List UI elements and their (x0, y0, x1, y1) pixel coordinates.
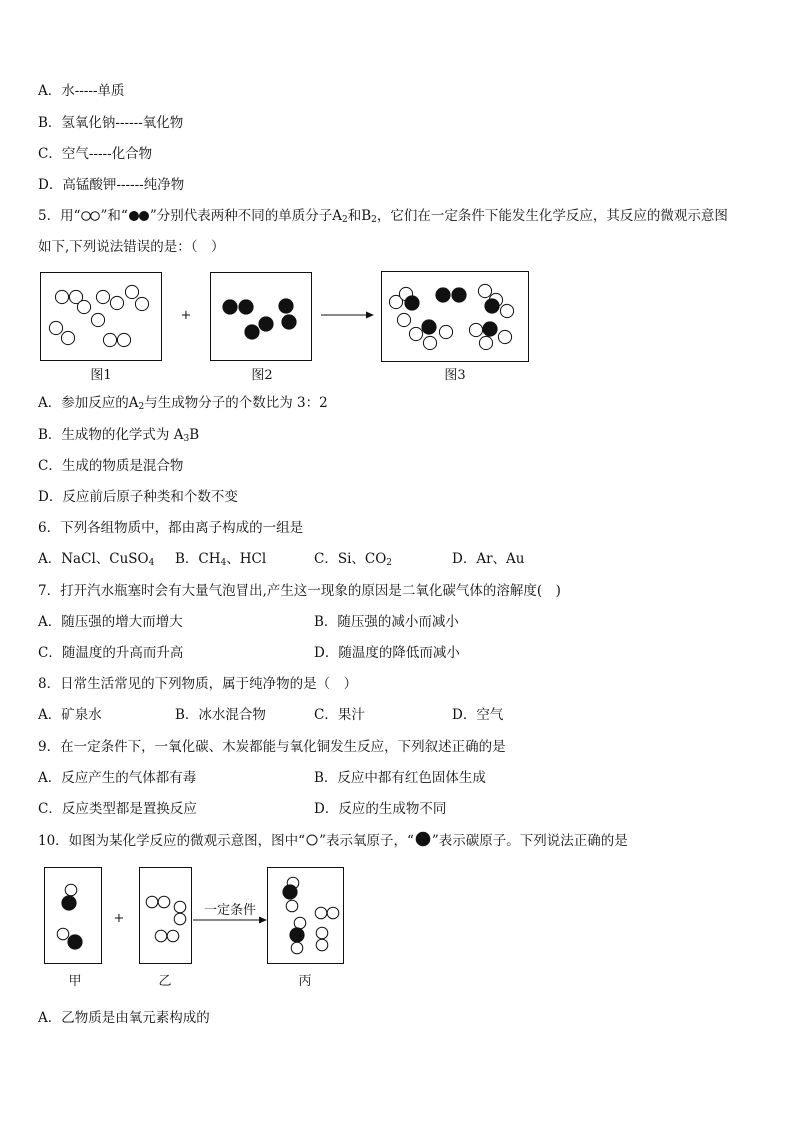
q6-option-c-pre: C．Si、CO (314, 551, 387, 567)
q4-option-b: B．氢氧化钠------氧化物 (38, 115, 184, 131)
q6-option-c (314, 550, 392, 572)
q5-box-2 (211, 273, 312, 361)
q5-box-3 (382, 272, 529, 362)
q6-option-d: D．Ar、Au (452, 551, 525, 567)
q10-stem-end: ”表示碳原子。下列说法正确的是 (431, 833, 628, 849)
q10-reaction-figure (0, 860, 794, 995)
q8-stem: 8．日常生活常见的下列物质，属于纯净物的是（ ） (38, 676, 358, 692)
q5-sub-a: 2 (341, 215, 348, 225)
q6-option-c-sub: 2 (386, 558, 393, 568)
q6-option-b-sub: 4 (220, 558, 227, 568)
carbon-atom-icon (414, 831, 432, 847)
q5-caption-3: 图3 (444, 368, 466, 383)
q10-plus-sign: + (113, 911, 125, 926)
q5-option-a-pre: A．参加反应的A (38, 395, 139, 411)
q10-caption-bing: 丙 (298, 974, 312, 989)
q6-option-a-sub: 4 (148, 558, 155, 568)
q10-stem-pre: 10．如图为某化学反应的微观示意图，图中“ (38, 833, 306, 849)
q5-stem-line2: 如下,下列说法错误的是：（ ） (38, 239, 225, 255)
q5-caption-2: 图2 (251, 368, 273, 383)
q5-option-a-sub: 2 (138, 402, 145, 412)
q5-stem-mid3: 和B (347, 208, 372, 224)
q4-option-c: C．空气-----化合物 (38, 146, 153, 162)
q6-option-a (38, 550, 154, 572)
q9-option-a: A．反应产生的气体都有毒 (38, 770, 197, 786)
q5-stem-mid1: ”和“ (100, 208, 128, 224)
q4-option-a: A．水-----单质 (38, 83, 125, 99)
q5-reaction-figure (0, 265, 794, 385)
q5-option-c: C．生成的物质是混合物 (38, 458, 184, 474)
q6-option-b-post: 、HCl (226, 551, 267, 567)
q6-option-b (175, 550, 266, 572)
q5-plus-sign: + (180, 308, 192, 323)
q7-option-d: D．随温度的降低而减小 (314, 645, 460, 661)
q8-option-d: D．空气 (452, 707, 504, 723)
q10-caption-yi: 乙 (158, 974, 172, 989)
q7-option-c: C．随温度的升高而升高 (38, 645, 184, 661)
q5-box-1 (41, 273, 162, 361)
q5-option-b-post: B (189, 427, 200, 443)
q10-stem-mid: ”表示氧原子，“ (319, 833, 414, 849)
q7-stem: 7．打开汽水瓶塞时会有大量气泡冒出,产生这一现象的原因是二氧化碳气体的溶解度( ) (38, 583, 561, 599)
q9-option-b: B．反应中都有红色固体生成 (314, 770, 486, 786)
q5-option-a-post: 与生成物分子的个数比为 3：2 (144, 395, 328, 411)
q6-option-b-pre: B．CH (175, 551, 221, 567)
q4-option-d: D．高锰酸钾------纯净物 (38, 177, 185, 193)
q10-caption-jia: 甲 (68, 974, 82, 989)
q5-caption-1: 图1 (90, 368, 112, 383)
q9-option-d: D．反应的生成物不同 (314, 801, 447, 817)
white-molecule-icon (81, 210, 101, 222)
q5-arrow-icon (321, 312, 374, 319)
oxygen-atom-icon (305, 833, 319, 847)
q5-stem (38, 207, 728, 229)
q5-stem-mid2: ”分别代表两种不同的单质分子A (149, 208, 342, 224)
q5-sub-b: 2 (371, 215, 377, 225)
q6-stem: 6．下列各组物质中，都由离子构成的一组是 (38, 520, 304, 536)
q7-option-a: A．随压强的增大而增大 (38, 614, 183, 630)
q5-stem-pre: 5．用“ (38, 208, 81, 224)
q10-box-jia (45, 868, 102, 964)
q6-option-a-pre: A．NaCl、CuSO (38, 551, 149, 567)
q7-option-b: B．随压强的减小而减小 (314, 614, 459, 630)
q8-option-a: A．矿泉水 (38, 707, 102, 723)
q5-option-b (38, 426, 199, 448)
q5-option-b-pre: B．生成物的化学式为 A (38, 427, 184, 443)
q9-stem: 9．在一定条件下，一氧化碳、木炭都能与氧化铜发生反应，下列叙述正确的是 (38, 739, 506, 755)
q10-option-a: A．乙物质是由氧元素构成的 (38, 1010, 210, 1026)
q5-option-d: D．反应前后原子种类和个数不变 (38, 489, 238, 505)
q10-condition-label: 一定条件 (203, 903, 257, 918)
q5-option-b-sub: 3 (183, 434, 190, 444)
q5-stem-end: ，它们在一定条件下能发生化学反应，其反应的微观示意图 (376, 208, 728, 224)
q8-option-b: B．冰水混合物 (175, 707, 266, 723)
black-molecule-icon (128, 210, 150, 222)
q10-box-bing (268, 868, 344, 964)
q8-option-c: C．果汁 (314, 707, 365, 723)
q9-option-c: C．反应类型都是置换反应 (38, 801, 197, 817)
q10-box-yi (140, 868, 192, 964)
q10-stem (38, 831, 628, 850)
q5-option-a (38, 394, 328, 416)
